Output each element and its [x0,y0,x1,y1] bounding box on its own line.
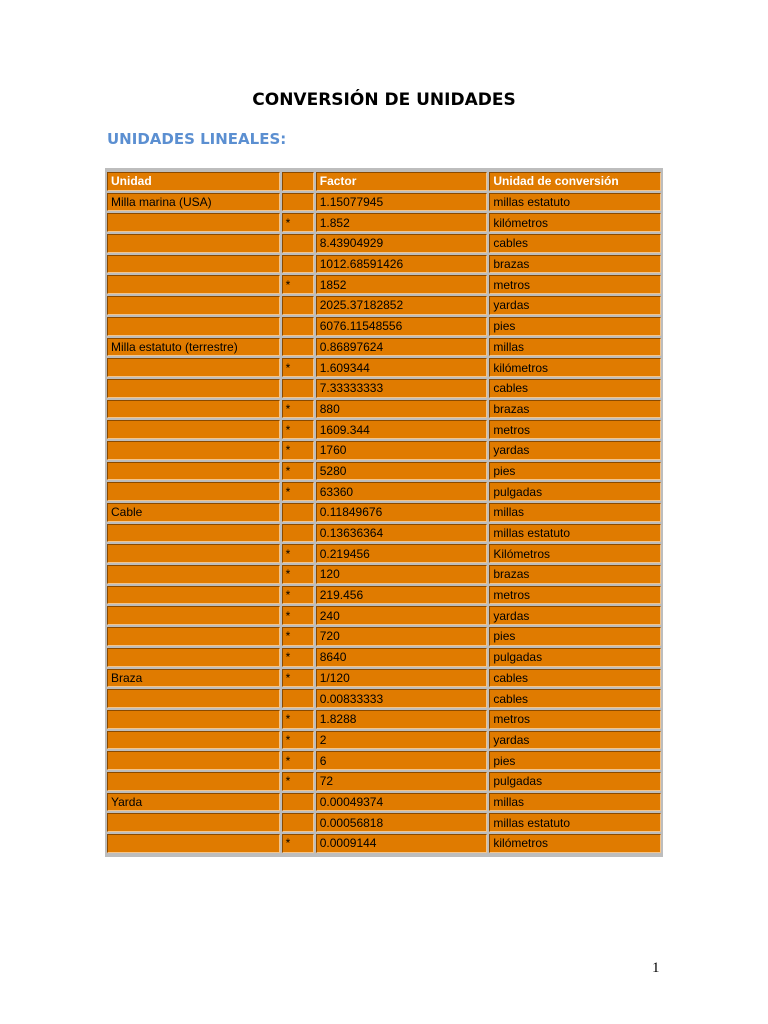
cell-operator: * [282,606,314,625]
table-row [107,234,661,253]
table-row [107,400,661,419]
cell-factor: 1.609344 [316,358,488,377]
table-row [107,441,661,460]
cell-operator: * [282,834,314,853]
cell-operator: * [282,586,314,605]
cell-unidad-conversion: pies [489,317,661,336]
cell-unidad-conversion: yardas [489,441,661,460]
cell-unidad-conversion: Kilómetros [489,544,661,563]
cell-unidad-conversion: brazas [489,565,661,584]
table-row [107,834,661,853]
cell-factor: 1609.344 [316,420,488,439]
cell-operator: * [282,627,314,646]
cell-operator [282,338,314,357]
table-row [107,565,661,584]
cell-unidad [107,255,280,274]
cell-unidad-conversion: yardas [489,296,661,315]
table-body [107,193,661,853]
cell-unidad-conversion: pulgadas [489,772,661,791]
cell-operator [282,193,314,212]
table-row [107,255,661,274]
header-operator [282,172,314,191]
table-row [107,296,661,315]
cell-factor: 0.86897624 [316,338,488,357]
cell-unidad [107,834,280,853]
cell-operator: * [282,565,314,584]
cell-unidad [107,772,280,791]
cell-operator: * [282,648,314,667]
cell-unidad-conversion: pulgadas [489,482,661,501]
cell-factor: 2025.37182852 [316,296,488,315]
cell-operator [282,296,314,315]
cell-unidad [107,275,280,294]
table-row [107,772,661,791]
cell-operator: * [282,751,314,770]
cell-unidad [107,317,280,336]
cell-unidad-conversion: pulgadas [489,648,661,667]
cell-unidad: Cable [107,503,280,522]
cell-unidad-conversion: kilómetros [489,834,661,853]
cell-unidad-conversion: millas estatuto [489,524,661,543]
cell-factor: 1.852 [316,213,488,232]
cell-factor: 63360 [316,482,488,501]
cell-operator: * [282,710,314,729]
cell-factor: 0.00833333 [316,689,488,708]
cell-factor: 1.8288 [316,710,488,729]
cell-operator [282,234,314,253]
table-row [107,544,661,563]
cell-operator [282,689,314,708]
cell-factor: 720 [316,627,488,646]
table-row [107,193,661,212]
table-row [107,731,661,750]
cell-factor: 1/120 [316,669,488,688]
cell-unidad [107,710,280,729]
cell-unidad-conversion: yardas [489,606,661,625]
table-row [107,275,661,294]
cell-unidad [107,420,280,439]
cell-unidad [107,606,280,625]
table-row [107,586,661,605]
cell-unidad [107,234,280,253]
cell-factor: 8.43904929 [316,234,488,253]
cell-unidad-conversion: pies [489,627,661,646]
cell-unidad [107,544,280,563]
header-factor: Factor [316,172,488,191]
cell-operator [282,793,314,812]
cell-factor: 1760 [316,441,488,460]
cell-operator: * [282,462,314,481]
section-heading: UNIDADES LINEALES: [107,130,287,148]
cell-factor: 219.456 [316,586,488,605]
cell-factor: 1012.68591426 [316,255,488,274]
cell-operator: * [282,275,314,294]
table-row [107,648,661,667]
cell-unidad [107,524,280,543]
cell-factor: 0.13636364 [316,524,488,543]
cell-unidad-conversion: pies [489,751,661,770]
cell-unidad [107,627,280,646]
cell-operator: * [282,669,314,688]
table-row [107,669,661,688]
cell-operator: * [282,420,314,439]
header-unidad: Unidad [107,172,280,191]
cell-unidad [107,648,280,667]
cell-factor: 0.00049374 [316,793,488,812]
table-row [107,524,661,543]
cell-unidad [107,586,280,605]
table-row [107,358,661,377]
cell-unidad: Braza [107,669,280,688]
cell-unidad-conversion: metros [489,420,661,439]
header-unidad-conversion: Unidad de conversión [489,172,661,191]
cell-unidad [107,296,280,315]
cell-operator [282,813,314,832]
cell-factor: 240 [316,606,488,625]
cell-unidad-conversion: cables [489,689,661,708]
cell-unidad-conversion: kilómetros [489,213,661,232]
cell-unidad-conversion: kilómetros [489,358,661,377]
table-row [107,793,661,812]
table-row [107,606,661,625]
cell-factor: 1.15077945 [316,193,488,212]
cell-operator: * [282,544,314,563]
table-row [107,813,661,832]
cell-operator [282,317,314,336]
cell-factor: 2 [316,731,488,750]
conversion-table-frame [105,168,663,857]
table-row [107,482,661,501]
cell-factor: 1852 [316,275,488,294]
cell-unidad-conversion: millas estatuto [489,813,661,832]
cell-unidad-conversion: millas estatuto [489,193,661,212]
cell-operator [282,255,314,274]
cell-unidad-conversion: millas [489,338,661,357]
cell-factor: 7.33333333 [316,379,488,398]
cell-unidad-conversion: yardas [489,731,661,750]
cell-factor: 880 [316,400,488,419]
page-title: CONVERSIÓN DE UNIDADES [252,90,516,110]
cell-unidad-conversion: millas [489,503,661,522]
cell-operator: * [282,731,314,750]
cell-unidad-conversion: pies [489,462,661,481]
cell-unidad-conversion: cables [489,669,661,688]
cell-unidad-conversion: metros [489,710,661,729]
table-row [107,710,661,729]
cell-unidad [107,441,280,460]
cell-operator [282,379,314,398]
table-row [107,213,661,232]
cell-operator: * [282,358,314,377]
cell-operator: * [282,482,314,501]
cell-unidad-conversion: cables [489,234,661,253]
table-row [107,379,661,398]
cell-unidad-conversion: cables [489,379,661,398]
cell-unidad [107,400,280,419]
cell-factor: 6 [316,751,488,770]
cell-operator [282,524,314,543]
cell-factor: 8640 [316,648,488,667]
cell-operator: * [282,400,314,419]
cell-unidad [107,462,280,481]
cell-operator: * [282,772,314,791]
cell-unidad [107,751,280,770]
cell-unidad: Milla estatuto (terrestre) [107,338,280,357]
cell-factor: 0.11849676 [316,503,488,522]
cell-factor: 0.00056818 [316,813,488,832]
cell-unidad [107,213,280,232]
cell-unidad [107,813,280,832]
table-header-row [107,172,661,191]
cell-unidad: Yarda [107,793,280,812]
table-row [107,420,661,439]
page-number: 1 [652,960,660,976]
cell-operator: * [282,213,314,232]
table-row [107,317,661,336]
cell-operator [282,503,314,522]
cell-factor: 0.0009144 [316,834,488,853]
cell-unidad-conversion: millas [489,793,661,812]
table-row [107,338,661,357]
cell-factor: 0.219456 [316,544,488,563]
cell-unidad: Milla marina (USA) [107,193,280,212]
cell-unidad [107,379,280,398]
conversion-table [105,170,663,855]
cell-unidad-conversion: brazas [489,400,661,419]
cell-operator: * [282,441,314,460]
cell-unidad [107,482,280,501]
cell-factor: 120 [316,565,488,584]
cell-unidad-conversion: metros [489,275,661,294]
cell-unidad [107,565,280,584]
table-row [107,689,661,708]
cell-unidad [107,689,280,708]
cell-unidad [107,358,280,377]
table-row [107,751,661,770]
table-row [107,627,661,646]
cell-unidad-conversion: metros [489,586,661,605]
cell-factor: 72 [316,772,488,791]
cell-factor: 5280 [316,462,488,481]
cell-unidad [107,731,280,750]
cell-unidad-conversion: brazas [489,255,661,274]
table-row [107,503,661,522]
cell-factor: 6076.11548556 [316,317,488,336]
table-row [107,462,661,481]
